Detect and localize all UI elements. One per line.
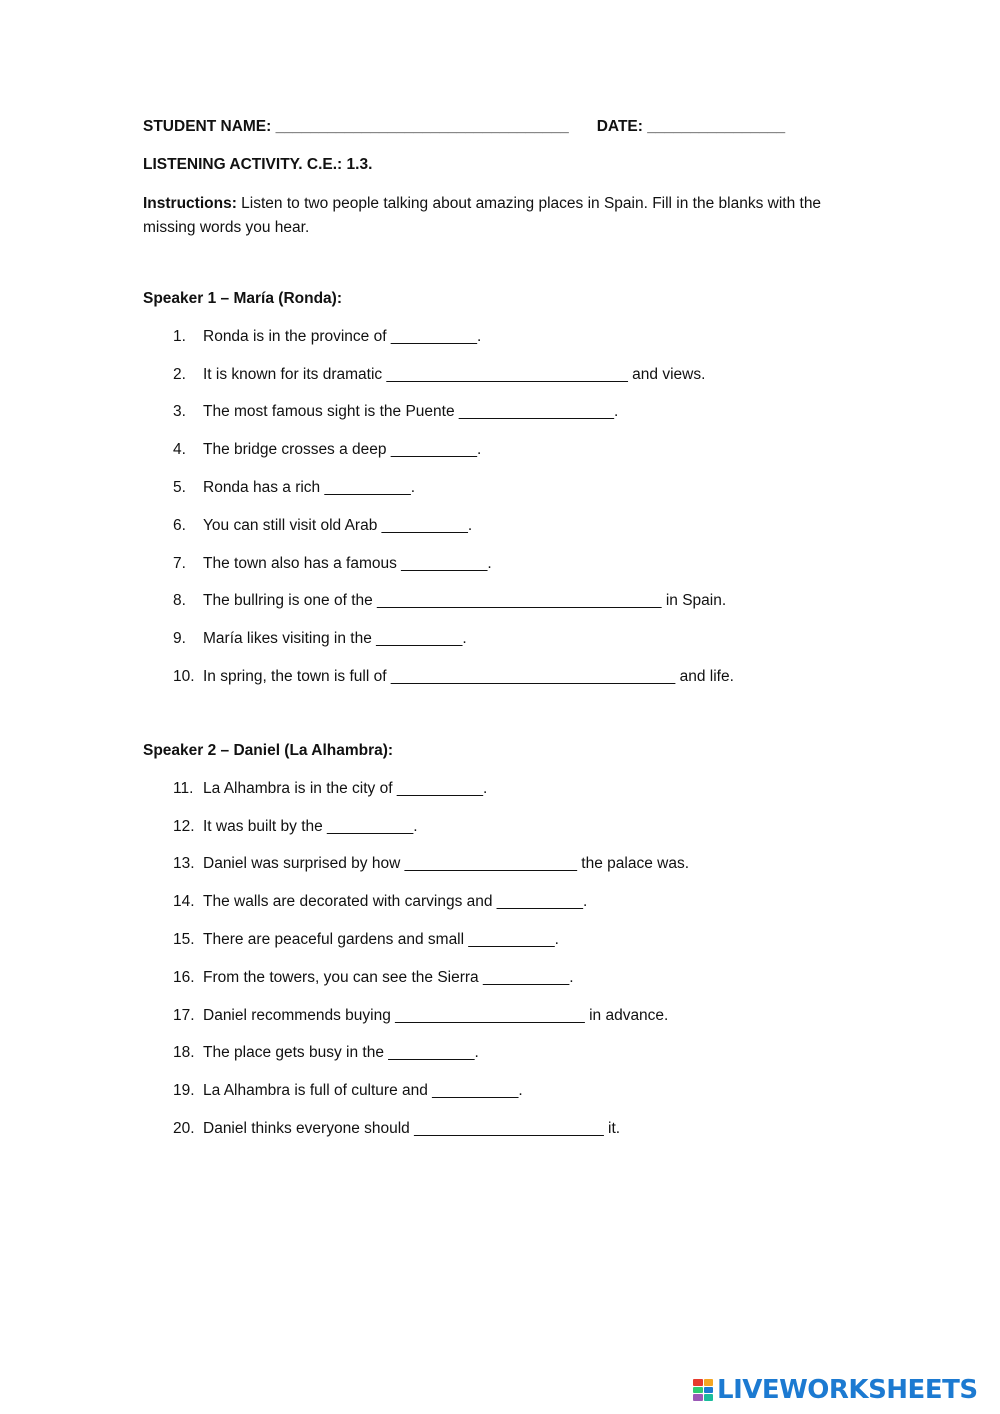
question-number: 19.	[173, 1082, 195, 1100]
instructions-label: Instructions:	[143, 195, 237, 212]
question-number: 4.	[173, 441, 186, 459]
question-item	[143, 804, 863, 842]
question-item	[143, 465, 863, 503]
question-item	[143, 654, 863, 692]
question-item	[143, 390, 863, 428]
question-item	[143, 314, 863, 352]
question-text[interactable]: It was built by the __________.	[203, 817, 418, 835]
question-text[interactable]: You can still visit old Arab __________.	[203, 516, 473, 534]
question-item	[143, 879, 863, 917]
activity-title: LISTENING ACTIVITY. C.E.: 1.3.	[143, 156, 373, 173]
header-line	[143, 118, 863, 142]
question-number: 1.	[173, 328, 186, 345]
question-item	[143, 955, 863, 993]
logo-square	[704, 1379, 714, 1386]
question-item	[143, 579, 863, 617]
question-item	[143, 766, 863, 804]
question-number: 6.	[173, 516, 186, 534]
logo-square	[704, 1387, 714, 1394]
question-text[interactable]: The walls are decorated with carvings and __________.	[203, 893, 588, 911]
question-number: 7.	[173, 554, 186, 572]
instructions	[143, 192, 863, 240]
question-item	[143, 1106, 863, 1144]
question-item	[143, 503, 863, 541]
student-name-field[interactable]: STUDENT NAME: __________________________________	[143, 118, 569, 135]
logo-square	[704, 1394, 714, 1401]
question-text[interactable]: La Alhambra is in the city of __________.	[203, 779, 488, 797]
question-text[interactable]: The most famous sight is the Puente __________________.	[203, 403, 619, 421]
question-text[interactable]: Daniel recommends buying ______________________ in advance.	[203, 1006, 669, 1024]
question-number: 13.	[173, 855, 195, 873]
speaker2-question-list	[143, 766, 863, 1144]
date-field[interactable]: DATE: ________________	[596, 118, 786, 135]
question-number: 14.	[173, 893, 195, 911]
liveworksheets-logo-icon	[693, 1379, 713, 1401]
question-item	[143, 541, 863, 579]
question-number: 18.	[173, 1044, 195, 1062]
question-item	[143, 1068, 863, 1106]
question-number: 20.	[173, 1119, 195, 1137]
question-item	[143, 842, 863, 880]
question-number: 2.	[173, 365, 186, 383]
question-number: 9.	[173, 630, 186, 648]
liveworksheets-logo[interactable]	[693, 1376, 978, 1404]
question-number: 12.	[173, 817, 195, 835]
logo-square	[693, 1379, 703, 1386]
question-item	[143, 427, 863, 465]
question-number: 16.	[173, 968, 195, 986]
question-number: 8.	[173, 592, 186, 610]
question-text[interactable]: The place gets busy in the __________.	[203, 1044, 479, 1062]
question-item	[143, 917, 863, 955]
question-text[interactable]: Daniel thinks everyone should ______________________ it.	[203, 1119, 621, 1137]
question-text[interactable]: There are peaceful gardens and small __________.	[203, 930, 559, 948]
question-text[interactable]: It is known for its dramatic ____________________________ and views.	[203, 365, 706, 383]
speaker1-question-list	[143, 314, 863, 692]
question-text[interactable]: Ronda has a rich __________.	[203, 478, 415, 496]
speaker1-title: Speaker 1 – María (Ronda):	[143, 290, 342, 307]
question-text[interactable]: The town also has a famous __________.	[203, 554, 492, 572]
speaker2-title: Speaker 2 – Daniel (La Alhambra):	[143, 741, 394, 759]
logo-square	[693, 1387, 703, 1394]
question-text[interactable]: The bullring is one of the _________________________________ in Spain.	[203, 592, 727, 610]
question-item	[143, 993, 863, 1031]
question-text[interactable]: From the towers, you can see the Sierra __________.	[203, 968, 574, 986]
instructions-text: Listen to two people talking about amazing places in Spain. Fill in the blanks with the missing words you hear.	[143, 195, 822, 236]
question-item	[143, 352, 863, 390]
question-number: 10.	[173, 667, 195, 685]
logo-text: LIVEWORKSHEETS	[717, 1375, 978, 1405]
question-text[interactable]: Ronda is in the province of __________.	[203, 328, 482, 345]
question-number: 17.	[173, 1006, 195, 1024]
question-number: 15.	[173, 930, 195, 948]
question-number: 5.	[173, 478, 186, 496]
question-item	[143, 1031, 863, 1069]
question-number: 11.	[173, 779, 194, 797]
question-text[interactable]: La Alhambra is full of culture and __________.	[203, 1082, 523, 1100]
question-item	[143, 616, 863, 654]
question-number: 3.	[173, 403, 186, 421]
question-text[interactable]: The bridge crosses a deep __________.	[203, 441, 482, 459]
question-text[interactable]: In spring, the town is full of _________________________________ and life.	[203, 667, 734, 685]
logo-square	[693, 1394, 703, 1401]
worksheet-page	[143, 118, 863, 1144]
question-text[interactable]: Daniel was surprised by how ____________________ the palace was.	[203, 855, 690, 873]
question-text[interactable]: María likes visiting in the __________.	[203, 630, 467, 648]
